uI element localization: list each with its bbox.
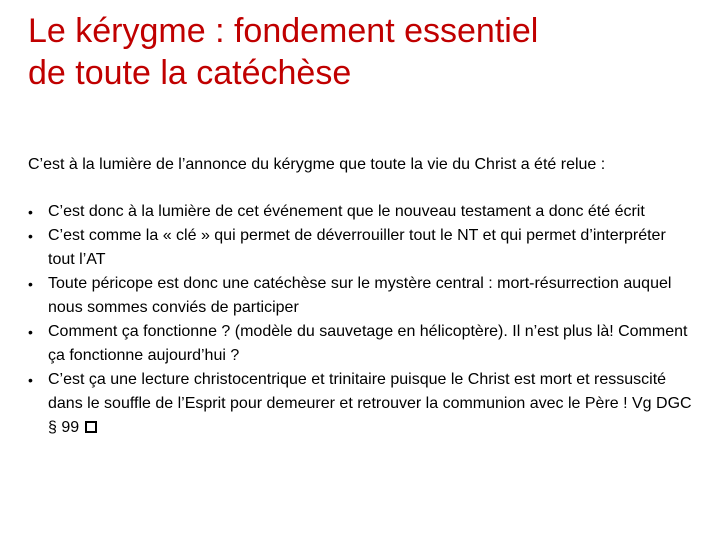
list-item xyxy=(28,224,693,272)
bullet-icon: • xyxy=(28,228,33,244)
bullet-icon: • xyxy=(28,204,33,220)
bullet-text: Comment ça fonctionne ? (modèle du sauvetage en hélicoptère). Il n’est plus là! Comment ça fonctionne aujourd’hui ? xyxy=(48,323,688,364)
title-line-1: Le kérygme : fondement essentiel xyxy=(28,12,539,50)
slide-title xyxy=(28,10,698,94)
bullet-icon: • xyxy=(28,324,33,340)
bullet-icon: • xyxy=(28,276,33,292)
bullet-text: C’est donc à la lumière de cet événement que le nouveau testament a donc été écrit xyxy=(48,203,645,220)
bullet-list xyxy=(28,200,693,440)
title-line-2: de toute la catéchèse xyxy=(28,54,352,92)
empty-box-icon xyxy=(85,421,97,433)
list-item xyxy=(28,320,693,368)
intro-text: C’est à la lumière de l’annonce du kérygme que toute la vie du Christ a été relue : xyxy=(28,156,606,173)
bullet-text: C’est comme la « clé » qui permet de déverrouiller tout le NT et qui permet d’interpréter tout l’AT xyxy=(48,227,666,268)
list-item xyxy=(28,272,693,320)
bullet-text: C’est ça une lecture christocentrique et trinitaire puisque le Christ est mort et ressuscité dans le souffle de l’Esprit pour demeurer et retrouver la communion avec le Père ! Vg DGC § 99 xyxy=(48,371,692,436)
bullet-icon: • xyxy=(28,372,33,388)
bullet-text: Toute péricope est donc une catéchèse sur le mystère central : mort-résurrection auquel nous sommes conviés de participer xyxy=(48,275,672,316)
list-item xyxy=(28,200,693,224)
list-item xyxy=(28,368,693,440)
